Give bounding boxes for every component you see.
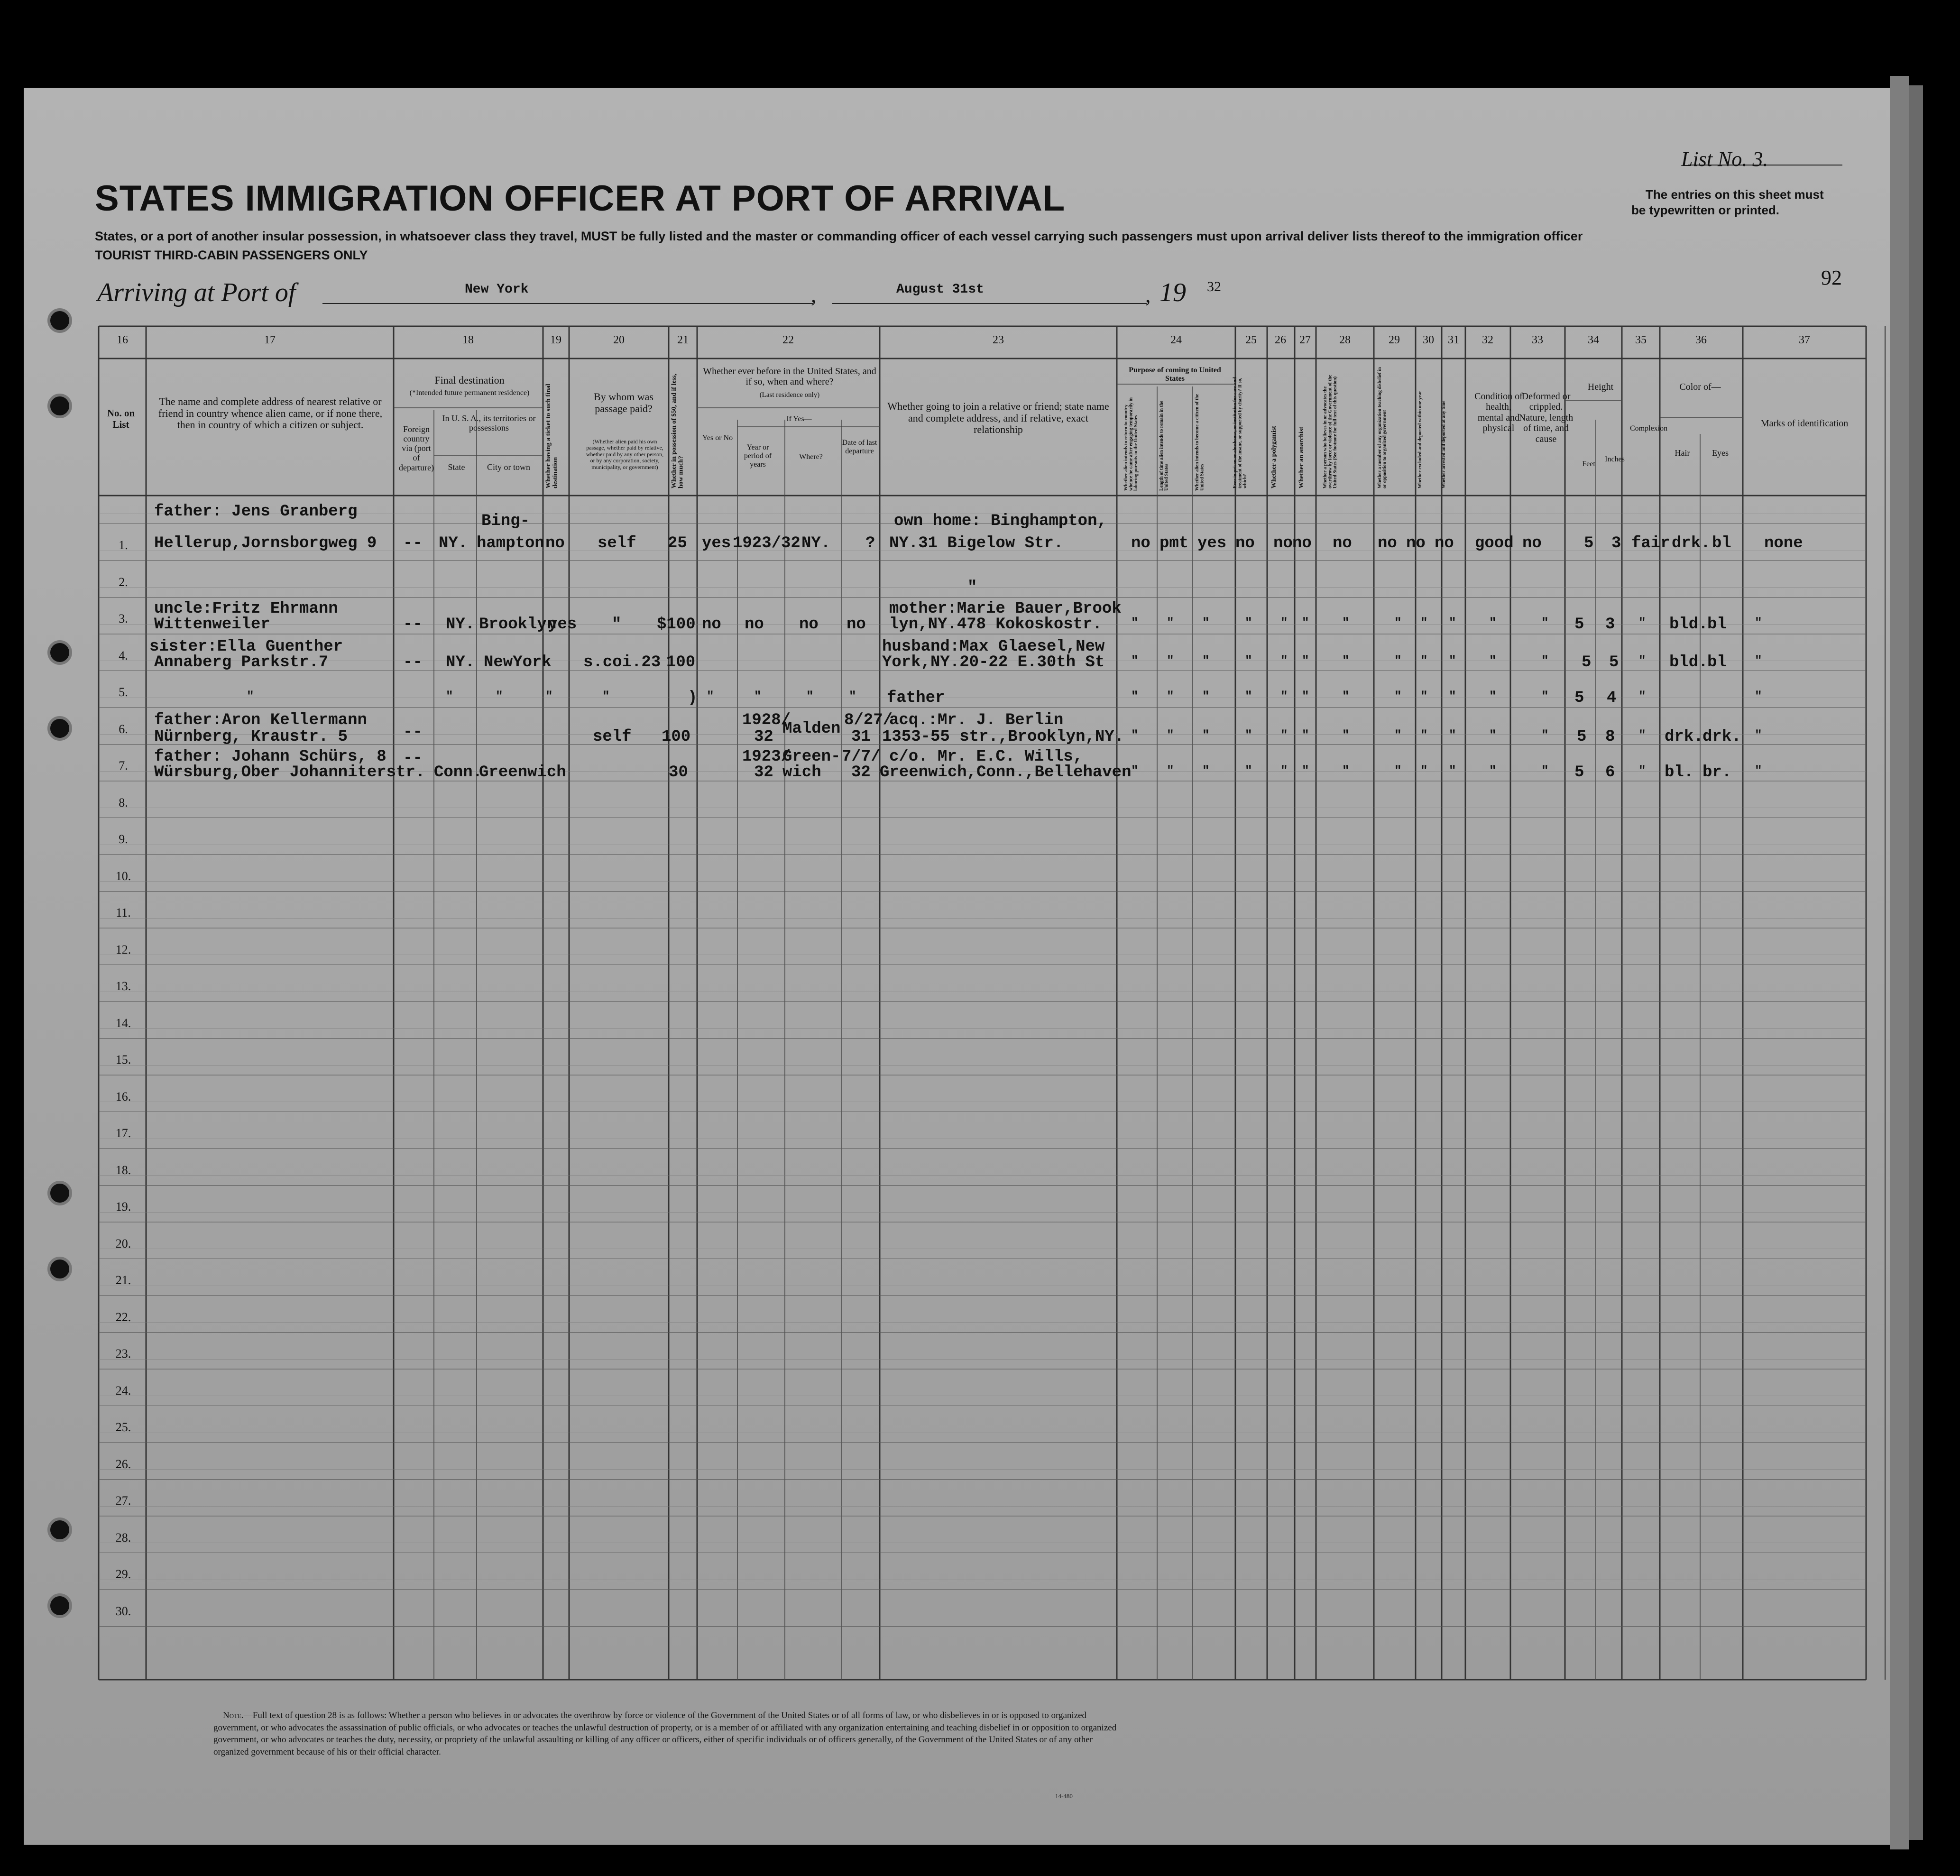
header-prison: Ever in prison or almshouse, or institution for care and treatment of the insane, or supported by charity? If so, which? — [1233, 377, 1248, 488]
entry-paid: " — [612, 616, 622, 634]
ditto-mark: " — [602, 689, 610, 703]
entry-feet: 5 — [1574, 689, 1584, 707]
row-number: 17. — [115, 1126, 131, 1140]
entry-marks: none — [1764, 534, 1803, 552]
entry-hair: drk. — [1672, 534, 1711, 552]
entry-date: 8/27/ — [844, 711, 893, 729]
row-number: 21. — [115, 1273, 131, 1287]
header-passage-paid-sub: (Whether alien paid his own passage, whether paid by relative, whether paid by any other person, or by any corporation, society, municipality, or government) — [586, 438, 664, 470]
entry-relative-name: sister:Ella Guenther — [149, 638, 343, 656]
column-number: 30 — [1423, 334, 1434, 346]
page-title: STATES IMMIGRATION OFFICER AT PORT OF ARRIVAL — [95, 178, 1066, 219]
ditto-mark: " — [1302, 616, 1309, 630]
ditto-mark: " — [1245, 653, 1252, 668]
ditto-mark: " — [849, 689, 856, 703]
ditto-mark: " — [1755, 653, 1762, 668]
header-complexion: Complexion — [1630, 424, 1668, 432]
entry-ever-before: no — [702, 616, 721, 634]
ditto-mark: " — [1167, 616, 1174, 630]
entry-hair: bld. — [1669, 653, 1708, 671]
entry-relative-address: Hellerup,Jornsborgweg 9 — [154, 534, 377, 552]
row-number: 25. — [115, 1420, 131, 1434]
column-number: 21 — [677, 334, 689, 346]
entry-where: wich — [782, 763, 821, 782]
header-date-departure: Date of last departure — [842, 439, 877, 455]
ditto-mark: " — [1280, 763, 1288, 778]
entry-eyes: bl — [1707, 616, 1727, 634]
column-number: 34 — [1588, 334, 1599, 346]
entry-year: no — [745, 616, 764, 634]
ditto-mark: " — [1245, 728, 1252, 742]
notice-line-1: States, or a port of another insular possession, in whatsoever class they travel, MUST be fully listed and the master or commanding officer of each vessel carrying such passengers must upon arrival deliver lists thereof to the immigration officer — [95, 229, 1583, 243]
header-deformed: Deformed or crippled. Nature, length of time, and cause — [1518, 391, 1574, 444]
entry-q28: no — [1333, 534, 1352, 552]
ditto-mark: " — [1541, 728, 1549, 742]
ditto-mark: " — [1449, 728, 1456, 742]
row-number: 4. — [119, 648, 128, 662]
header-excluded: Whether excluded and deported within one year — [1417, 391, 1423, 488]
entry-join: York,NY.20-22 E.30th St — [882, 653, 1105, 671]
ditto-mark: " — [1131, 689, 1139, 703]
entry-where: Green- — [782, 748, 841, 766]
page-number: 92 — [1821, 266, 1842, 289]
header-year: Year or period of years — [744, 443, 772, 469]
entry-state: Conn. — [434, 763, 483, 782]
ditto-mark: " — [1302, 763, 1309, 778]
header-ever-before-sub: (Last residence only) — [759, 391, 820, 399]
ditto-mark: " — [1489, 689, 1497, 703]
header-anarchist: Whether an anarchist — [1298, 426, 1305, 488]
entry-where: no — [799, 616, 819, 634]
ditto-mark: " — [1342, 653, 1350, 668]
ditto-mark: " — [1755, 763, 1762, 778]
row-number: 5. — [119, 685, 128, 699]
header-arrested: Whether arrested and deported at any time — [1441, 400, 1446, 488]
entry-relative-name: uncle:Fritz Ehrmann — [154, 600, 338, 618]
entry-q31: no — [1435, 534, 1454, 552]
entry-polygamist: no — [1273, 534, 1293, 552]
entry-date: 31 — [851, 728, 871, 746]
ditto-mark: " — [1245, 763, 1252, 778]
row-number: 10. — [115, 869, 131, 883]
ditto-mark: " — [754, 689, 762, 703]
header-purpose: Purpose of coming to United States — [1129, 366, 1221, 383]
entry-deformed: no — [1522, 534, 1542, 552]
ditto-mark: " — [1280, 728, 1288, 742]
entry-citizen: yes — [1197, 534, 1227, 552]
ditto-mark: " — [1131, 728, 1139, 742]
ditto-mark: " — [1420, 653, 1428, 668]
ditto-mark: " — [1394, 728, 1402, 742]
entry-money: $100 — [657, 616, 696, 634]
column-number: 18 — [462, 334, 474, 346]
row-number: 18. — [115, 1163, 131, 1177]
entry-year: 32 — [754, 763, 773, 782]
entry-anarchist: no — [1292, 534, 1312, 552]
column-number: 26 — [1275, 334, 1286, 346]
entry-relative-name: father: Jens Granberg — [154, 503, 358, 521]
header-where: Where? — [799, 453, 823, 461]
footnote — [213, 1710, 1124, 1758]
ditto-mark: " — [1541, 616, 1549, 630]
entry-city: NewYork — [484, 653, 552, 671]
column-number: 19 — [550, 334, 561, 346]
row-number: 2. — [119, 575, 128, 589]
ditto-mark: " — [1420, 689, 1428, 703]
ditto-mark: " — [1342, 763, 1350, 778]
header-no-on-list: No. on List — [107, 407, 135, 430]
entry-relative-name: father:Aron Kellermann — [154, 711, 367, 729]
column-number: 23 — [993, 334, 1004, 346]
entry-feet: 5 — [1574, 616, 1584, 634]
entry-relative-address: Wittenweiler — [154, 616, 270, 634]
ditto-mark: " — [1394, 616, 1402, 630]
column-number: 24 — [1170, 334, 1182, 346]
form-code: 14-480 — [1055, 1793, 1073, 1800]
entry-money: 100 — [666, 653, 696, 671]
ditto-mark: " — [1280, 653, 1288, 668]
row-number: 13. — [115, 979, 131, 993]
row-number: 28. — [115, 1530, 131, 1545]
entry-join: mother:Marie Bauer,Brook — [889, 600, 1122, 618]
entry-paid: self — [598, 534, 636, 552]
entry-where: Malden — [782, 720, 841, 738]
entry-year: 32 — [754, 728, 773, 746]
ditto-mark: " — [1420, 616, 1428, 630]
entry-join: Greenwich,Conn.,Bellehaven — [880, 763, 1132, 782]
ditto-mark: " — [1131, 653, 1139, 668]
entry-join: lyn,NY.478 Kokoskostr. — [889, 616, 1102, 634]
entry-hair: bl. — [1665, 763, 1694, 782]
entry-eyes: br. — [1702, 763, 1732, 782]
header-relative-address: The name and complete address of nearest relative or friend in country whence alien came, or if none there, then in country of which a citizen or subject. — [158, 395, 383, 431]
entries-note-2: be typewritten or printed. — [1631, 203, 1780, 217]
entry-foreign: -- — [403, 749, 423, 767]
header-in-usa: In U. S. A., its territories or possessions — [442, 414, 536, 433]
header-marks: Marks of identification — [1760, 418, 1849, 429]
column-number: 31 — [1448, 334, 1459, 346]
ditto-mark: " — [1755, 616, 1762, 630]
date-value: August 31st — [896, 282, 984, 297]
row-number: 30. — [115, 1604, 131, 1618]
entry-ever-before: yes — [702, 534, 731, 552]
entry-join: acq.:Mr. J. Berlin — [889, 711, 1064, 729]
entry-join: own home: Binghampton, — [894, 512, 1107, 530]
header-purpose-return: Whether alien intends to return to country whence he came after engaging temporarily in laboring pursuits in the United States — [1123, 397, 1139, 491]
entry-state: NY. — [439, 534, 468, 552]
header-city: City or town — [487, 462, 530, 472]
entry-prison: no — [1235, 534, 1255, 552]
column-number: 33 — [1532, 334, 1543, 346]
entry-date: no — [847, 616, 866, 634]
ditto-mark: " — [1202, 689, 1210, 703]
header-ticket: Whether having a ticket to such final destination — [545, 384, 559, 488]
entry-money: 100 — [662, 728, 691, 746]
entry-complexion: fair — [1631, 534, 1670, 552]
notice-line-2: TOURIST THIRD-CABIN PASSENGERS ONLY — [95, 248, 368, 262]
arriving-label: Arriving at Port of — [97, 278, 296, 307]
footnote-label: Note. — [223, 1710, 244, 1720]
ditto-mark: " — [1755, 689, 1762, 703]
entry-ticket: yes — [548, 616, 577, 634]
ditto-mark: " — [1167, 763, 1174, 778]
row-number: 27. — [115, 1494, 131, 1508]
header-foreign-country: Foreign country via (port of departure) — [399, 424, 434, 472]
ditto-mark: " — [1245, 689, 1252, 703]
entry-eyes: bl — [1712, 534, 1731, 552]
ditto-mark: " — [1638, 728, 1646, 742]
row-number: 11. — [116, 906, 131, 920]
entry-city: Greenwich — [479, 763, 566, 782]
ditto-mark: " — [1638, 653, 1646, 668]
row-number: 16. — [115, 1089, 131, 1104]
ditto-mark: " — [1449, 763, 1456, 778]
entry-feet: 5 — [1582, 653, 1592, 671]
ditto-mark: " — [1420, 728, 1428, 742]
entry-paid: s.coi.23 — [583, 653, 661, 671]
entry-foreign: -- — [403, 616, 423, 634]
ditto-mark: " — [1394, 763, 1402, 778]
port-value: New York — [465, 282, 529, 297]
row-number: 29. — [115, 1567, 131, 1581]
entry-city: Brooklyn — [479, 616, 557, 634]
ditto-mark: " — [1342, 689, 1350, 703]
row-number: 26. — [115, 1457, 131, 1471]
header-question-28: Whether a person who believes in or advocates the overthrow by force or violence of the Government of the United States (See footnote for full text of this question) — [1323, 375, 1338, 488]
entry-year: 1928/ — [742, 711, 791, 729]
row-number: 12. — [115, 942, 131, 956]
header-money: Whether in possession of $50, and if less, how much? — [671, 373, 685, 488]
entry-purpose: no — [1131, 534, 1150, 552]
entry-paid: self — [593, 728, 632, 746]
ditto-mark: " — [1342, 728, 1350, 742]
entry-where: NY. — [801, 534, 831, 552]
entry-inches: 4 — [1607, 689, 1617, 707]
ditto-mark: " — [1449, 689, 1456, 703]
footnote-text: —Full text of question 28 is as follows: Whether a person who believes in or advocates the overthrow by force or violence of the Government of the United States or of all forms of law, or who disbelieves in or is opposed to organized government, or who advocates the assassination of public officials, or who advocates or teaches the unlawful destruction of property, or is a member of or affiliated with any organization entertaining and teaching disbelief in or opposition to organized government, or who advocates or teaches the duty, necessity, or propriety of the unlawful assaulting or killing of any officer or officers, either of specific individuals or of officers generally, of the Government of the United States or of any other organized government because of his or their official character. — [213, 1710, 1117, 1757]
ditto-mark: " — [1280, 616, 1288, 630]
column-number: 37 — [1799, 334, 1810, 346]
ditto-mark: " — [1167, 689, 1174, 703]
year-prefix: 19 — [1159, 278, 1186, 307]
entry-join: 1353-55 str.,Brooklyn,NY. — [882, 728, 1124, 746]
ditto-mark: " — [1420, 763, 1428, 778]
ditto-mark: " — [1342, 616, 1350, 630]
header-if-yes: If Yes— — [786, 415, 812, 423]
header-purpose-length: Length of time alien intends to remain in the United States — [1159, 401, 1169, 491]
row-number: 20. — [115, 1236, 131, 1251]
header-inches: Inches — [1605, 455, 1625, 463]
entry-feet: 5 — [1577, 728, 1587, 746]
row-number: 6. — [119, 722, 128, 736]
header-height: Height — [1587, 382, 1614, 392]
ditto-mark: " — [1167, 728, 1174, 742]
ditto-mark: " — [545, 689, 553, 703]
header-final-destination: Final destination — [434, 374, 505, 386]
entry-state: NY. — [446, 616, 475, 634]
entry-inches: 3 — [1611, 534, 1621, 552]
ditto-mark: " — [1245, 616, 1252, 630]
header-eyes: Eyes — [1712, 448, 1729, 458]
entry-relative-address: Nürnberg, Kraustr. 5 — [154, 728, 348, 746]
ditto-mark: " — [496, 689, 503, 703]
list-number: List No. 3. — [1681, 147, 1768, 171]
row-number: 3. — [119, 612, 128, 625]
row-number: 1. — [119, 538, 128, 552]
header-health: Condition of health, mental and physical — [1474, 391, 1523, 434]
date-comma: , — [1145, 283, 1151, 307]
header-question-29: Whether a member of any organization teaching disbelief in or opposition to organized government — [1377, 367, 1388, 488]
ditto-mark: " — [1638, 763, 1646, 778]
ditto-mark: " — [1489, 728, 1497, 742]
entry-join: NY.31 Bigelow Str. — [889, 534, 1064, 552]
column-number: 36 — [1695, 334, 1707, 346]
ditto-mark: " — [1489, 616, 1497, 630]
ditto-mark: " — [1302, 653, 1309, 668]
column-number: 35 — [1635, 334, 1647, 346]
ditto-mark: " — [1449, 653, 1456, 668]
row-number: 23. — [115, 1347, 131, 1361]
entry-money: ) — [688, 689, 698, 707]
entry-relative-name: father: Johann Schürs, 8 — [154, 748, 386, 766]
ditto-mark: " — [1541, 653, 1549, 668]
row-number: 9. — [119, 832, 128, 846]
ditto-mark: " — [1489, 763, 1497, 778]
entry-state: NY. — [446, 653, 475, 671]
entry-money: 25 — [668, 534, 687, 552]
entry-foreign: -- — [403, 723, 423, 741]
ditto-mark: " — [1131, 616, 1139, 630]
ditto-mark: " — [1449, 616, 1456, 630]
ditto-mark: " — [1202, 616, 1210, 630]
entry-length: pmt — [1159, 534, 1189, 552]
header-hair: Hair — [1675, 448, 1690, 458]
ditto-mark: " — [1202, 728, 1210, 742]
entry-eyes: bl — [1707, 653, 1727, 671]
column-number: 27 — [1299, 334, 1311, 346]
ditto-mark: " — [806, 689, 814, 703]
column-number: 20 — [613, 334, 625, 346]
ditto-mark: " — [1302, 689, 1309, 703]
entry-join: " — [967, 579, 977, 597]
entry-date: ? — [865, 534, 875, 552]
entry-q29: no — [1378, 534, 1397, 552]
ditto-mark: " — [1280, 689, 1288, 703]
entry-feet: 5 — [1574, 763, 1584, 782]
column-number: 22 — [782, 334, 794, 346]
entry-join: husband:Max Glaesel,New — [882, 638, 1105, 656]
entry-hair: drk. — [1665, 728, 1703, 746]
ditto-mark: " — [1755, 728, 1762, 742]
entry-relative-address: Würsburg,Ober Johanniterstr. — [154, 763, 425, 782]
header-purpose-citizen: Whether alien intends to become a citizen of the United States — [1195, 394, 1205, 491]
year-suffix: 32 — [1207, 279, 1221, 294]
row-number: 7. — [119, 759, 128, 772]
ditto-mark: " — [1541, 763, 1549, 778]
entry-relative-address: Annaberg Parkstr.7 — [154, 653, 329, 671]
ditto-mark: " — [247, 689, 254, 703]
entry-foreign: -- — [403, 534, 423, 552]
entry-feet: 5 — [1584, 534, 1594, 552]
ditto-mark: " — [1167, 653, 1174, 668]
entry-join: father — [887, 689, 945, 707]
header-state: State — [448, 462, 465, 472]
ditto-mark: " — [1541, 689, 1549, 703]
column-number: 29 — [1389, 334, 1400, 346]
ditto-mark: " — [1638, 616, 1646, 630]
row-number: 8. — [119, 795, 128, 809]
entry-year: 1923/32 — [733, 534, 801, 552]
entry-inches: 6 — [1605, 763, 1615, 782]
entry-ticket: no — [545, 534, 565, 552]
entry-foreign: -- — [403, 653, 423, 671]
ditto-mark: " — [1131, 763, 1139, 778]
header-color-of: Color of— — [1679, 382, 1721, 392]
column-number: 28 — [1339, 334, 1351, 346]
ditto-mark: " — [1638, 689, 1646, 703]
ditto-mark: " — [1489, 653, 1497, 668]
ditto-mark: " — [1302, 728, 1309, 742]
entry-money: 30 — [669, 763, 688, 782]
ditto-mark: " — [446, 689, 453, 703]
entry-city: Bing- — [481, 512, 530, 530]
column-number: 25 — [1245, 334, 1257, 346]
header-polygamist: Whether a polygamist — [1270, 426, 1278, 488]
ditto-mark: " — [707, 689, 714, 703]
ditto-mark: " — [1202, 653, 1210, 668]
row-number: 22. — [115, 1310, 131, 1324]
column-number: 32 — [1482, 334, 1493, 346]
header-passage-paid: By whom was passage paid? — [594, 391, 653, 414]
entry-eyes: drk. — [1702, 728, 1741, 746]
entries-note-1: The entries on this sheet must — [1646, 187, 1824, 202]
row-number: 19. — [115, 1200, 131, 1214]
row-number: 14. — [115, 1016, 131, 1030]
ditto-mark: " — [1202, 763, 1210, 778]
ditto-mark: " — [1394, 689, 1402, 703]
ditto-mark: " — [1394, 653, 1402, 668]
entry-inches: 8 — [1605, 728, 1615, 746]
column-number: 16 — [117, 334, 128, 346]
entry-date: 32 — [851, 763, 871, 782]
entry-year: 1923/ — [742, 748, 791, 766]
entry-health: good — [1475, 534, 1514, 552]
entry-q30: no — [1406, 534, 1426, 552]
column-number: 17 — [264, 334, 276, 346]
header-final-destination-sub: (*Intended future permanent residence) — [409, 389, 530, 397]
row-number: 24. — [115, 1383, 131, 1398]
header-going-to-join: Whether going to join a relative or friend; state name and complete address, and if relative, exact relationship — [887, 400, 1109, 436]
header-feet: Feet — [1582, 460, 1595, 468]
entry-city: hampton — [477, 534, 544, 552]
port-comma: , — [811, 283, 817, 307]
header-ever-before: Whether ever before in the United States, and if so, when and where? — [703, 366, 876, 387]
entry-inches: 5 — [1609, 653, 1619, 671]
row-number: 15. — [115, 1053, 131, 1067]
entry-join: c/o. Mr. E.C. Wills, — [889, 748, 1083, 766]
entry-hair: bld. — [1669, 616, 1708, 634]
entry-inches: 3 — [1605, 616, 1615, 634]
header-yes-no: Yes or No — [702, 434, 733, 442]
entry-date: 7/7/ — [842, 748, 881, 766]
